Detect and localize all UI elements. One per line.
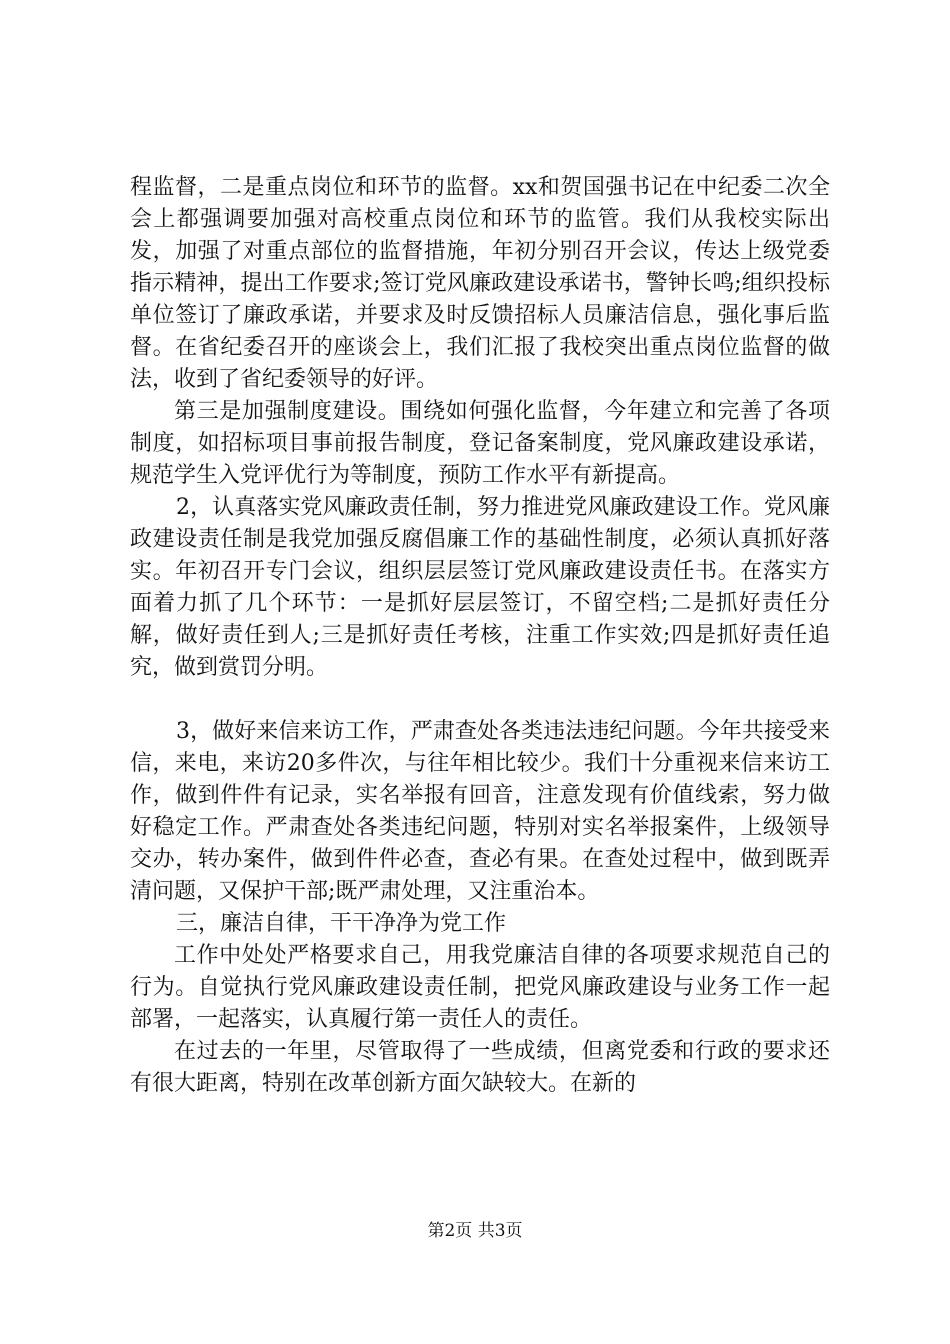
paragraph-responsibility-system: 2，认真落实党风廉政责任制，努力推进党风廉政建设工作。党风廉政建设责任制是我党加强反腐倡廉工作的基础性制度，必须认真抓好落实。年初召开专门会议，组织层层签订党风廉政建设责任书。在落实方面着力抓了几个环节：一是抓好层层签订，不留空档;二是抓好责任分解，做好责任到人;三是抓好责任考核，注重工作实效;四是抓好责任追究，做到赏罚分明。 bbox=[130, 495, 830, 680]
document-body bbox=[130, 172, 830, 1100]
paragraph-system-building: 第三是加强制度建设。围绕如何强化监督，今年建立和完善了各项制度，如招标项目事前报告制度，登记备案制度，党风廉政建设承诺，规范学生入党评优行为等制度，预防工作水平有新提高。 bbox=[130, 399, 830, 488]
paragraph-summary: 在过去的一年里，尽管取得了一些成绩，但离党委和行政的要求还有很大距离，特别在改革创新方面欠缺较大。在新的 bbox=[130, 1039, 830, 1096]
paragraph-supervision: 程监督，二是重点岗位和环节的监督。xx和贺国强书记在中纪委二次全会上都强调要加强对高校重点岗位和环节的监管。我们从我校实际出发，加强了对重点部位的监督措施，年初分别召开会议，传达上级党委指示精神，提出工作要求;签订党风廉政建设承诺书，警钟长鸣;组织投标单位签订了廉政承诺，并要求及时反馈招标人员廉洁信息，强化事后监督。在省纪委召开的座谈会上，我们汇报了我校突出重点岗位监督的做法，收到了省纪委领导的好评。 bbox=[130, 175, 830, 392]
page-footer: 第2页 共3页 bbox=[427, 1221, 523, 1241]
paragraph-letters-visits: 3，做好来信来访工作，严肃查处各类违法违纪问题。今年共接受来信，来电，来访20多件次，与往年相比较少。我们十分重视来信来访工作，做到件件有记录，实名举报有回音，注意发现有价值线索，努力做好稳定工作。严肃查处各类违纪问题，特别对实名举报案件，上级领导交办，转办案件，做到件件必查，查必有果。在查处过程中，做到既弄清问题，又保护干部;既严肃处理，又注重治本。 bbox=[130, 719, 830, 904]
paragraph-self-discipline: 工作中处处严格要求自己，用我党廉洁自律的各项要求规范自己的行为。自觉执行党风廉政建设责任制，把党风廉政建设与业务工作一起部署，一起落实，认真履行第一责任人的责任。 bbox=[130, 943, 830, 1032]
section-heading-self-discipline: 三，廉洁自律，干干净净为党工作 bbox=[176, 911, 507, 936]
